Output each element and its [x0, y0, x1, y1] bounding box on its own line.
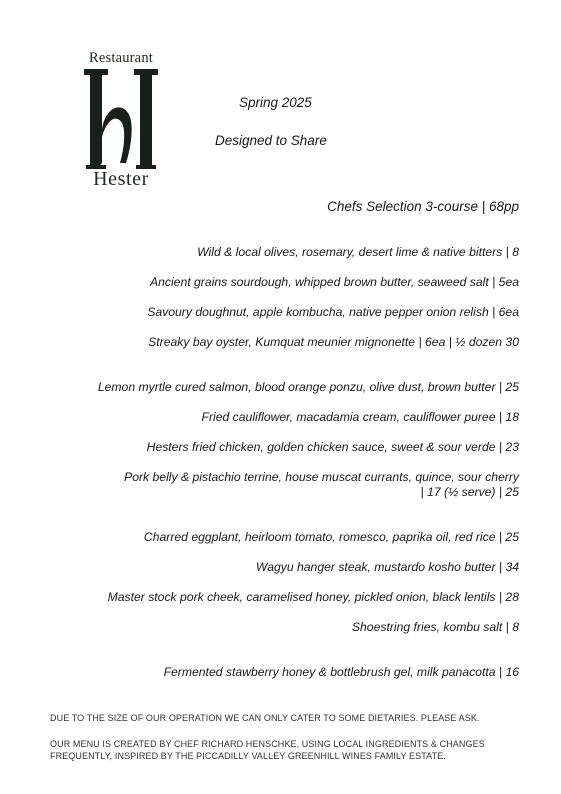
- menu-item: Fried cauliflower, macadamia cream, cauliflower puree | 18: [201, 410, 519, 424]
- logo-bottom-word: Hester: [93, 168, 149, 190]
- chefs-selection: Chefs Selection 3-course | 68pp: [327, 199, 519, 214]
- menu-item-dessert: Fermented stawberry honey & bottlebrush gel, milk panacotta | 16: [163, 665, 519, 679]
- menu-item-continuation: | 17 (½ serve) | 25: [420, 485, 519, 499]
- menu-item: Ancient grains sourdough, whipped brown butter, seaweed salt | 5ea: [149, 275, 519, 289]
- menu-item: Pork belly & pistachio terrine, house muscat currants, quince, sour cherry: [124, 470, 519, 484]
- menu-season: Spring 2025: [239, 95, 312, 110]
- menu-item: Shoestring fries, kombu salt | 8: [351, 620, 519, 634]
- menu-item: Wagyu hanger steak, mustardo kosho butter | 34: [255, 560, 519, 574]
- menu-item: Hesters fried chicken, golden chicken sauce, sweet & sour verde | 23: [146, 440, 519, 454]
- logo-top-word: Restaurant: [88, 50, 153, 66]
- menu-item: Lemon myrtle cured salmon, blood orange ponzu, olive dust, brown butter | 25: [97, 380, 519, 394]
- menu-item: Streaky bay oyster, Kumquat meunier mignonette | 6ea | ½ dozen 30: [148, 335, 519, 349]
- menu-item: Master stock pork cheek, caramelised honey, pickled onion, black lentils | 28: [107, 590, 519, 604]
- menu-item: Wild & local olives, rosemary, desert lime & native bitters | 8: [197, 245, 519, 259]
- about-note-line2: FREQUENTLY, INSPIRED BY THE PICCADILLY VALLEY GREENHILL WINES FAMILY ESTATE.: [50, 751, 446, 761]
- dietary-note: DUE TO THE SIZE OF OUR OPERATION WE CAN ONLY CATER TO SOME DIETARIES. PLEASE ASK.: [50, 713, 480, 723]
- menu-item: Savoury doughnut, apple kombucha, native pepper onion relish | 6ea: [147, 305, 519, 319]
- menu-item: Charred eggplant, heirloom tomato, romesco, paprika oil, red rice | 25: [143, 530, 519, 544]
- menu-tagline: Designed to Share: [215, 133, 327, 148]
- menu-list: [19, 0, 519, 794]
- about-note-line1: OUR MENU IS CREATED BY CHEF RICHARD HENSCHKE, USING LOCAL INGREDIENTS & CHANGES: [50, 739, 485, 749]
